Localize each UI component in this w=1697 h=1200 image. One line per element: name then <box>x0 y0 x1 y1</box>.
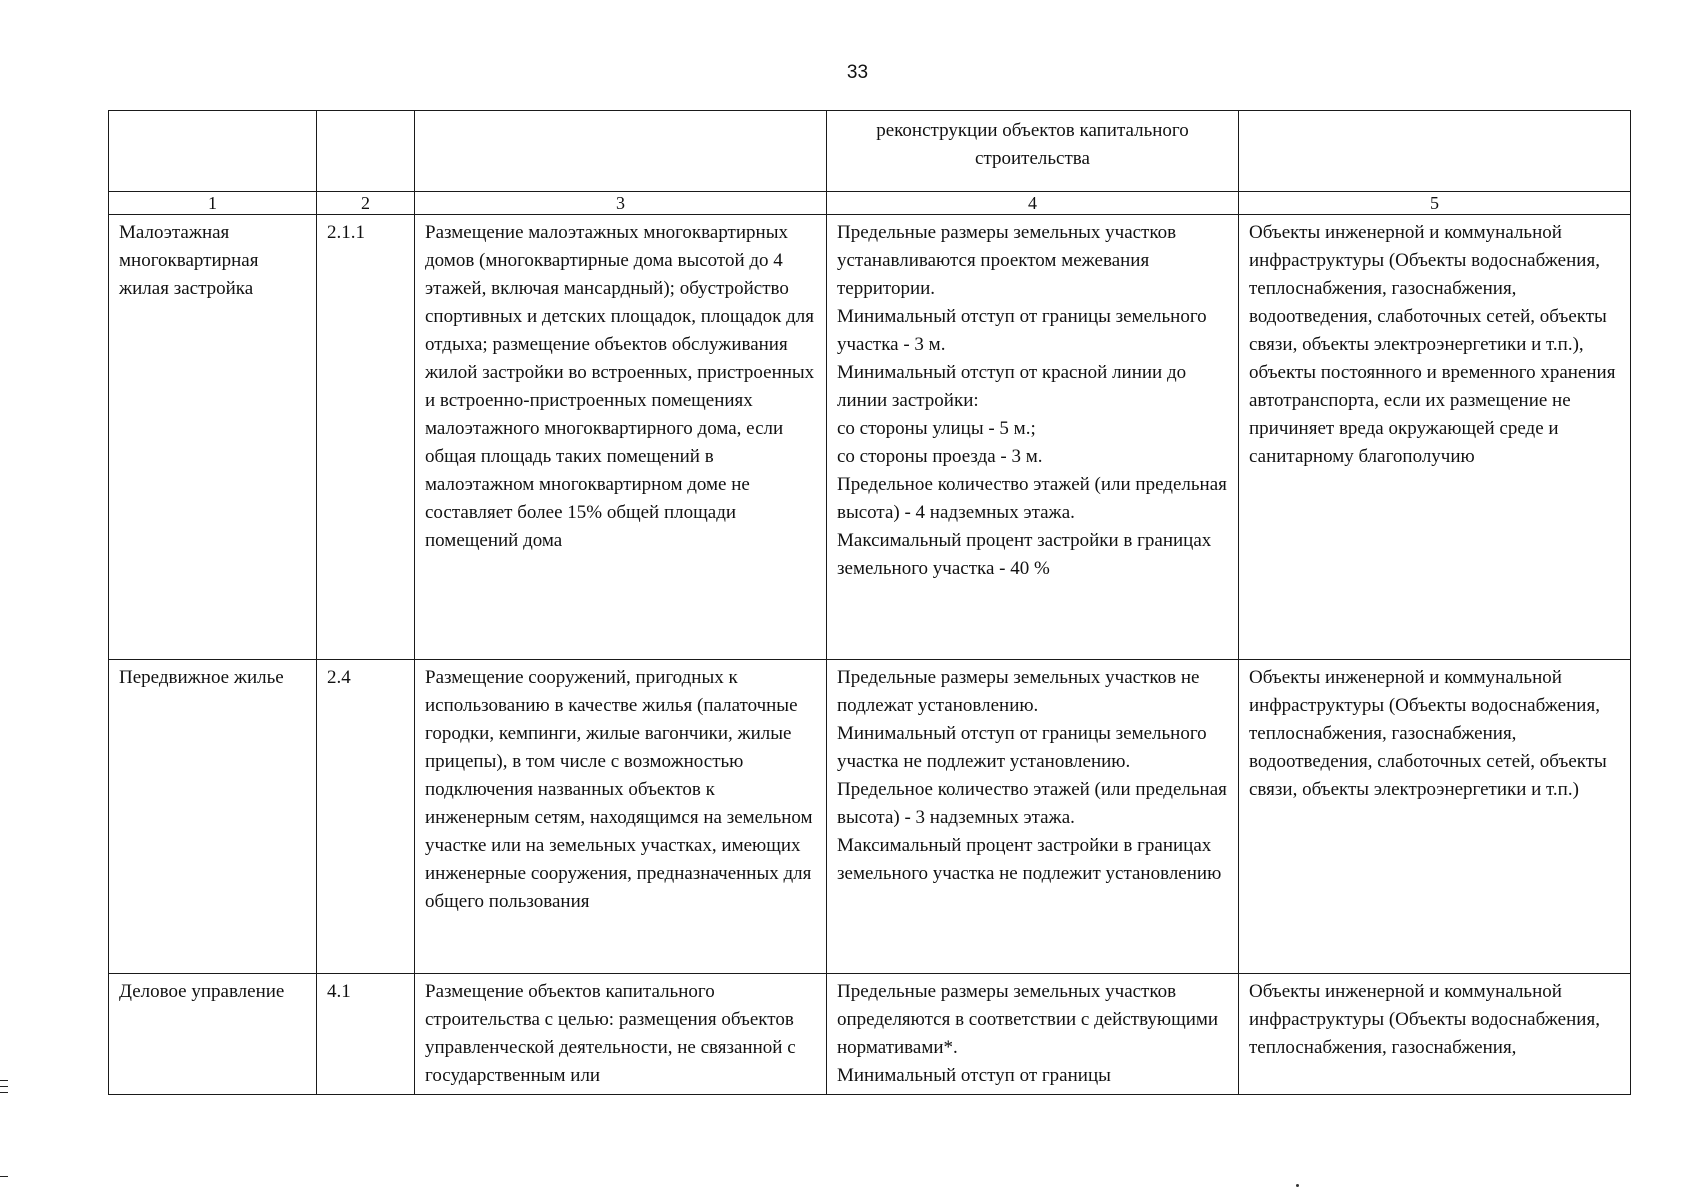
use-code: 2.1.1 <box>317 215 415 660</box>
parameter-line: Минимальный отступ от красной линии до линии застройки: <box>837 362 1187 411</box>
parameter-line: Максимальный процент застройки в границах земельного участка не подлежит установлению <box>837 835 1222 884</box>
continuation-text: реконструкции объектов капитального строительства <box>827 111 1239 192</box>
parameter-line: Предельные размеры земельных участков определяются в соответствии с действующими нормативами*. <box>837 981 1219 1058</box>
column-number-5: 5 <box>1239 192 1631 215</box>
table-row <box>109 660 1631 974</box>
auxiliary-uses: Объекты инженерной и коммунальной инфраструктуры (Объекты водоснабжения, теплоснабжения, газоснабжения, водоотведения, слаботочных сетей, объекты связи, объекты электроэнергетики и т.п.), объекты постоянного и временного хранения автотранспорта, если их размещение не причиняет вреда окружающей среде и санитарному благополучию <box>1239 215 1631 660</box>
column-number-2: 2 <box>317 192 415 215</box>
page-number: 33 <box>846 62 869 83</box>
use-parameters <box>827 660 1239 974</box>
table-row <box>109 974 1631 1095</box>
cont-cell-1 <box>109 111 317 192</box>
cont-cell-5 <box>1239 111 1631 192</box>
continuation-row <box>109 111 1631 192</box>
parameter-line: Предельное количество этажей (или предельная высота) - 3 надземных этажа. <box>837 779 1227 828</box>
auxiliary-uses: Объекты инженерной и коммунальной инфраструктуры (Объекты водоснабжения, теплоснабжения, газоснабжения, <box>1239 974 1631 1095</box>
parameter-line: Минимальный отступ от границы земельного участка не подлежит установлению. <box>837 723 1207 772</box>
zoning-table <box>108 110 1631 1095</box>
use-code: 4.1 <box>317 974 415 1095</box>
cont-cell-2 <box>317 111 415 192</box>
parameter-line: Минимальный отступ от границы <box>837 1065 1111 1086</box>
use-parameters <box>827 215 1239 660</box>
use-description: Размещение малоэтажных многоквартирных домов (многоквартирные дома высотой до 4 этажей, включая мансардный); обустройство спортивных и детских площадок, площадок для отдыха; размещение объектов обслуживания жилой застройки во встроенных, пристроенных и встроенно-пристроенных помещениях малоэтажного многоквартирного дома, если общая площадь таких помещений в малоэтажном многоквартирном доме не составляет более 15% общей площади помещений дома <box>415 215 827 660</box>
margin-mark <box>0 1092 8 1093</box>
column-number-1: 1 <box>109 192 317 215</box>
cont-cell-3 <box>415 111 827 192</box>
column-number-row <box>109 192 1631 215</box>
parameter-line: Максимальный процент застройки в границах земельного участка - 40 % <box>837 530 1212 579</box>
use-name: Малоэтажная многоквартирная жилая застройка <box>109 215 317 660</box>
column-number-4: 4 <box>827 192 1239 215</box>
param-lines <box>837 978 1228 1090</box>
parameter-line: Предельное количество этажей (или предельная высота) - 4 надземных этажа. <box>837 474 1227 523</box>
column-number-3: 3 <box>415 192 827 215</box>
parameter-line: со стороны улицы - 5 м.; <box>837 418 1036 439</box>
use-description: Размещение сооружений, пригодных к использованию в качестве жилья (палаточные городки, кемпинги, жилые вагончики, жилые прицепы), в том числе с возможностью подключения названных объектов к инженерным сетям, находящимся на земельном участке или на земельных участках, имеющих инженерные сооружения, предназначенных для общего пользования <box>415 660 827 974</box>
use-name: Передвижное жилье <box>109 660 317 974</box>
table-row <box>109 215 1631 660</box>
use-description: Размещение объектов капитального строительства с целью: размещения объектов управленческой деятельности, не связанной с государственным или <box>415 974 827 1095</box>
margin-mark <box>0 1176 8 1177</box>
margin-mark <box>0 1080 8 1081</box>
use-code: 2.4 <box>317 660 415 974</box>
use-name: Деловое управление <box>109 974 317 1095</box>
parameter-line: Предельные размеры земельных участков не подлежат установлению. <box>837 667 1200 716</box>
param-lines <box>837 664 1228 888</box>
parameter-line: Минимальный отступ от границы земельного участка - 3 м. <box>837 306 1207 355</box>
parameter-line: со стороны проезда - 3 м. <box>837 446 1043 467</box>
margin-mark <box>0 1086 8 1087</box>
auxiliary-uses: Объекты инженерной и коммунальной инфраструктуры (Объекты водоснабжения, теплоснабжения, газоснабжения, водоотведения, слаботочных сетей, объекты связи, объекты электроэнергетики и т.п.) <box>1239 660 1631 974</box>
parameter-line: Предельные размеры земельных участков устанавливаются проектом межевания территории. <box>837 222 1177 299</box>
scan-speck <box>1296 1184 1299 1187</box>
use-parameters <box>827 974 1239 1095</box>
param-lines <box>837 219 1228 583</box>
